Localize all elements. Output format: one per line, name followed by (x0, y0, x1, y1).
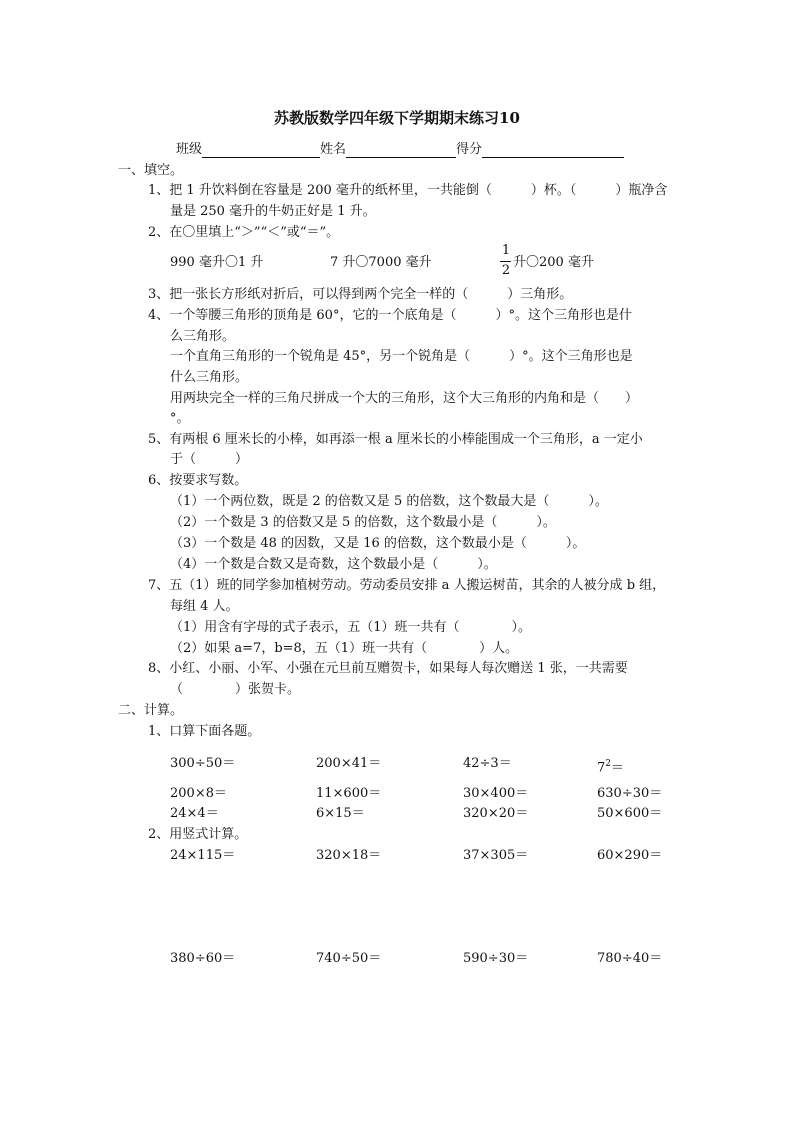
vertical-problem: 380÷60＝ (170, 951, 236, 966)
q4-line6: °。 (170, 411, 190, 426)
section1-heading: 一、填空。 (118, 163, 184, 178)
oral-problem: 320×20＝ (463, 806, 529, 821)
oral-problem: 300÷50＝ (170, 756, 236, 771)
q4-line3: 一个直角三角形的一个锐角是 45°，另一个锐角是（ ）°。这个三角形也是 (170, 349, 633, 364)
score-field[interactable] (482, 143, 624, 158)
power-base: 7 (597, 760, 606, 776)
oral-problem: 6×15＝ (316, 806, 365, 821)
q6-sub2: （2）一个数是 3 的倍数又是 5 的倍数，这个数最小是（ ）。 (170, 515, 556, 530)
vertical-problem: 780÷40＝ (597, 951, 663, 966)
q5-line1: 5、有两根 6 厘米长的小棒，如再添一根 a 厘米长的小棒能围成一个三角形，a 一定小 (148, 432, 643, 447)
q6-sub3: （3）一个数是 48 的因数，又是 16 的倍数，这个数最小是（ ）。 (170, 536, 586, 551)
q4-line2: 么三角形。 (170, 329, 236, 344)
q7-sub2: （2）如果 a=7，b=8，五（1）班一共有（ ）人。 (170, 641, 519, 656)
q6-line1: 6、按要求写数。 (148, 473, 248, 488)
page-title: 苏教版数学四年级下学期期末练习10 (274, 109, 520, 127)
q1-line2: 量是 250 毫升的牛奶正好是 1 升。 (170, 204, 376, 219)
vertical-problem: 590÷30＝ (463, 951, 529, 966)
class-label: 班级 (176, 142, 203, 157)
fraction-bar (500, 261, 511, 262)
q2-line1: 2、在〇里填上“＞”“＜”或“＝”。 (148, 225, 340, 240)
name-field[interactable] (346, 143, 456, 158)
vertical-problem: 60×290＝ (597, 848, 663, 863)
oral-problem: 200×8＝ (170, 786, 227, 801)
q8-line2: （ ）张贺卡。 (170, 682, 301, 697)
oral-problem: 630÷30＝ (597, 786, 663, 801)
q7-line2: 每组 4 人。 (170, 599, 239, 614)
q7-line1: 7、五（1）班的同学参加植树劳动。劳动委员安排 a 人搬运树苗，其余的人被分成 b 组， (148, 578, 666, 593)
vertical-heading: 2、用竖式计算。 (148, 827, 248, 842)
q2-compare-3: 升〇200 毫升 (513, 255, 594, 270)
q2-compare-1: 990 毫升〇1 升 (170, 255, 264, 270)
vertical-problem: 320×18＝ (316, 848, 382, 863)
oral-problem-power (597, 756, 624, 776)
oral-problem: 200×41＝ (316, 756, 382, 771)
oral-problem: 30×400＝ (463, 786, 529, 801)
oral-heading: 1、口算下面各题。 (148, 724, 261, 739)
q3-line1: 3、把一张长方形纸对折后，可以得到两个完全一样的（ ）三角形。 (148, 287, 573, 302)
vertical-problem: 37×305＝ (463, 848, 529, 863)
vertical-problem: 24×115＝ (170, 848, 236, 863)
power-exponent: 2 (605, 759, 612, 769)
oral-problem: 11×600＝ (316, 786, 382, 801)
vertical-problem: 740÷50＝ (316, 951, 382, 966)
power-equals: ＝ (611, 760, 625, 776)
q5-line2: 于（ ） (170, 452, 249, 467)
q7-sub1: （1）用含有字母的式子表示，五（1）班一共有（ ）。 (170, 620, 532, 635)
q4-line5: 用两块完全一样的三角尺拼成一个大的三角形，这个大三角形的内角和是（ ） (170, 391, 639, 406)
q4-line1: 4、一个等腰三角形的顶角是 60°，它的一个底角是（ ）°。这个三角形也是什 (148, 308, 632, 323)
q4-line4: 什么三角形。 (170, 370, 249, 385)
oral-problem: 50×600＝ (597, 806, 663, 821)
name-label: 姓名 (320, 142, 347, 157)
fraction-numerator: 1 (501, 243, 511, 258)
q2-compare-2: 7 升〇7000 毫升 (330, 255, 432, 270)
score-label: 得分 (456, 142, 483, 157)
header-info-line (176, 142, 624, 158)
oral-problem: 24×4＝ (170, 806, 219, 821)
class-field[interactable] (202, 143, 320, 158)
section2-heading: 二、计算。 (118, 703, 184, 718)
q6-sub4: （4）一个数是合数又是奇数，这个数最小是（ ）。 (170, 557, 497, 572)
fraction-denominator: 2 (501, 263, 511, 278)
oral-problem: 42÷3＝ (463, 756, 512, 771)
q8-line1: 8、小红、小丽、小军、小强在元旦前互赠贺卡，如果每人每次赠送 1 张，一共需要 (148, 661, 628, 676)
q6-sub1: （1）一个两位数，既是 2 的倍数又是 5 的倍数，这个数最大是（ ）。 (170, 494, 608, 509)
q1-line1: 1、把 1 升饮料倒在容量是 200 毫升的纸杯里，一共能倒（ ）杯。（ ）瓶净含 (148, 183, 668, 198)
